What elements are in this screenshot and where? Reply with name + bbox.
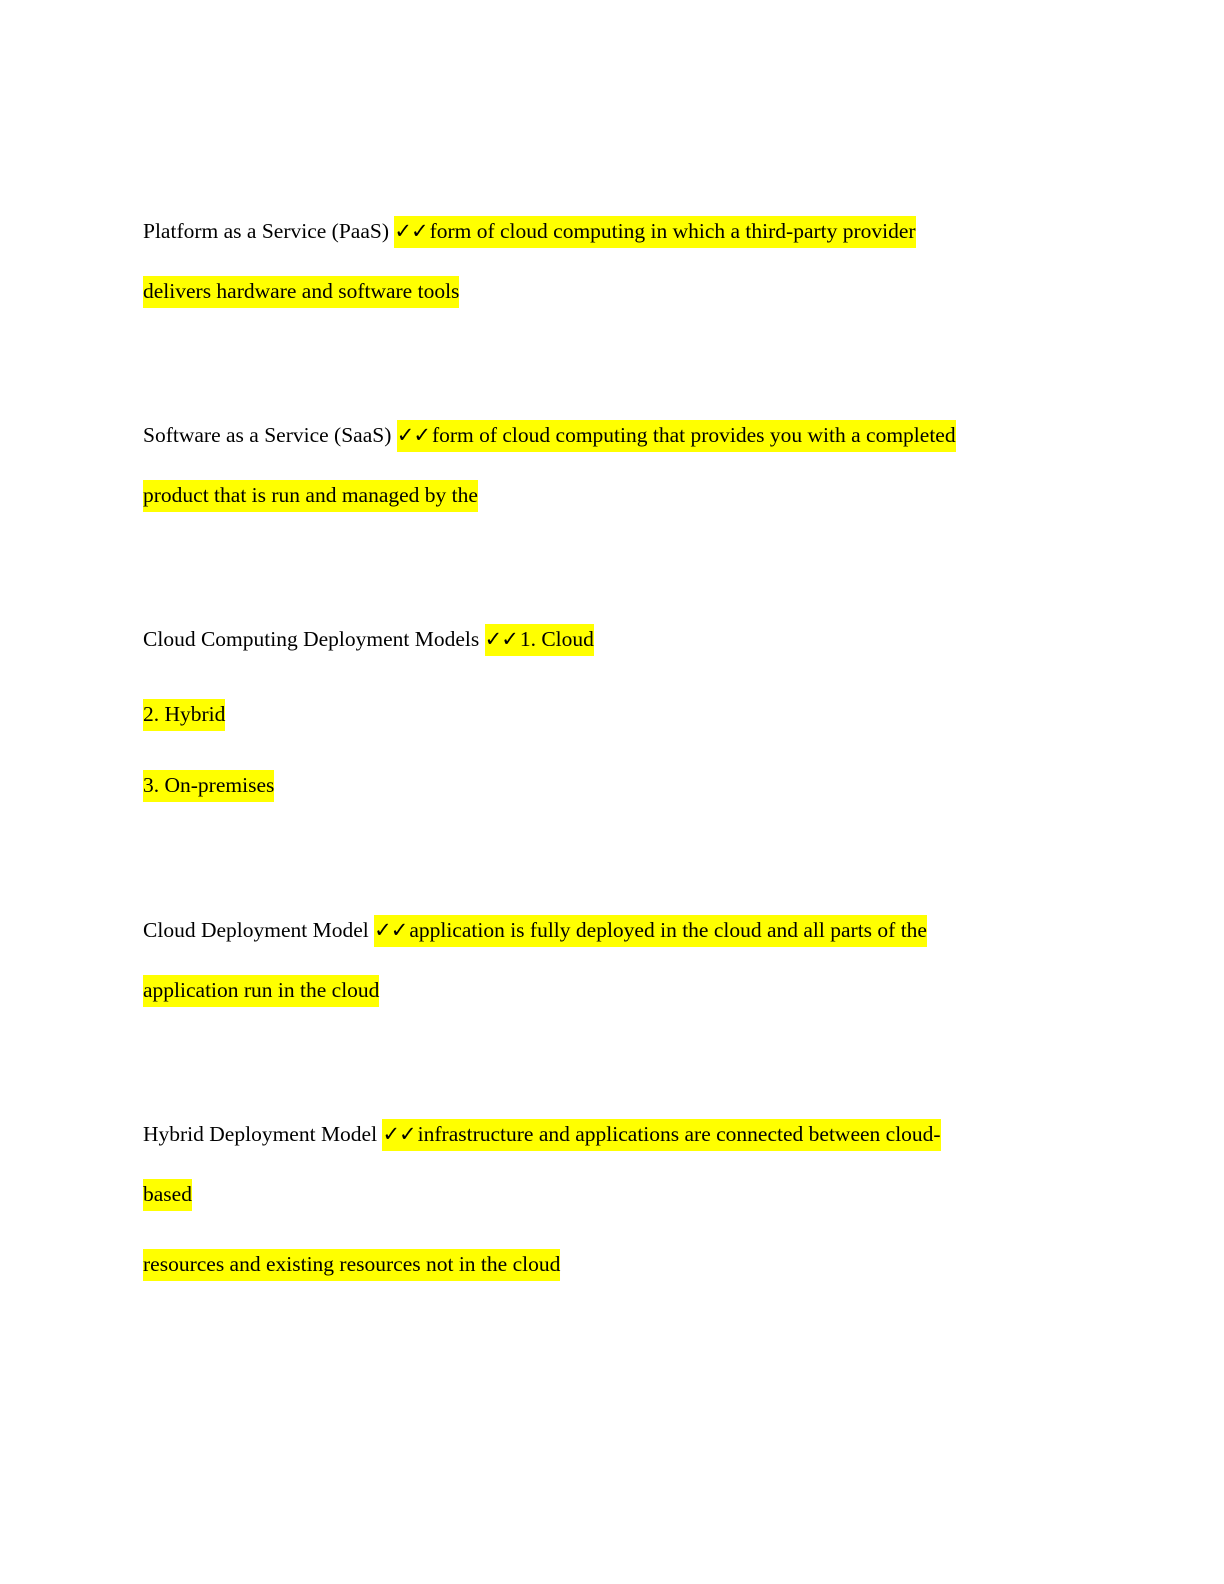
entry-hybrid-deployment-continuation-2 xyxy=(143,1250,560,1278)
entry-cloud-deployment xyxy=(143,916,927,944)
definition-highlight xyxy=(485,624,594,656)
entry-deployment-models-item-2 xyxy=(143,700,225,728)
entry-paas xyxy=(143,217,916,245)
double-check-icon: ✓✓ xyxy=(382,1122,416,1146)
list-item: 3. On-premises xyxy=(143,770,274,802)
definition-text: infrastructure and applications are connected between cloud- xyxy=(417,1122,941,1146)
term-label: Cloud Deployment Model xyxy=(143,918,369,942)
entry-paas-continuation xyxy=(143,277,459,305)
term-label: Hybrid Deployment Model xyxy=(143,1122,378,1146)
definition-text: delivers hardware and software tools xyxy=(143,276,459,308)
double-check-icon: ✓✓ xyxy=(394,219,428,243)
definition-text: form of cloud computing in which a third-party provider xyxy=(429,219,916,243)
definition-highlight xyxy=(382,1119,940,1151)
definition-text: resources and existing resources not in the cloud xyxy=(143,1249,560,1281)
entry-hybrid-deployment xyxy=(143,1120,941,1148)
double-check-icon: ✓✓ xyxy=(374,918,408,942)
entry-saas-continuation xyxy=(143,481,478,509)
term-label: Software as a Service (SaaS) xyxy=(143,423,392,447)
definition-text: application is fully deployed in the cloud and all parts of the xyxy=(409,918,927,942)
double-check-icon: ✓✓ xyxy=(484,627,518,651)
definition-text: form of cloud computing that provides you with a completed xyxy=(431,423,956,447)
entry-deployment-models xyxy=(143,625,594,653)
definition-text: product that is run and managed by the xyxy=(143,480,478,512)
entry-cloud-deployment-continuation xyxy=(143,976,379,1004)
list-item: 2. Hybrid xyxy=(143,699,225,731)
term-label: Platform as a Service (PaaS) xyxy=(143,219,389,243)
definition-highlight xyxy=(374,915,927,947)
entry-saas xyxy=(143,421,956,449)
double-check-icon: ✓✓ xyxy=(396,423,430,447)
definition-text: based xyxy=(143,1179,192,1211)
definition-highlight xyxy=(394,216,915,248)
list-item: 1. Cloud xyxy=(519,627,594,651)
entry-hybrid-deployment-continuation xyxy=(143,1180,192,1208)
entry-deployment-models-item-3 xyxy=(143,771,274,799)
definition-highlight xyxy=(397,420,956,452)
definition-text: application run in the cloud xyxy=(143,975,379,1007)
term-label: Cloud Computing Deployment Models xyxy=(143,627,480,651)
